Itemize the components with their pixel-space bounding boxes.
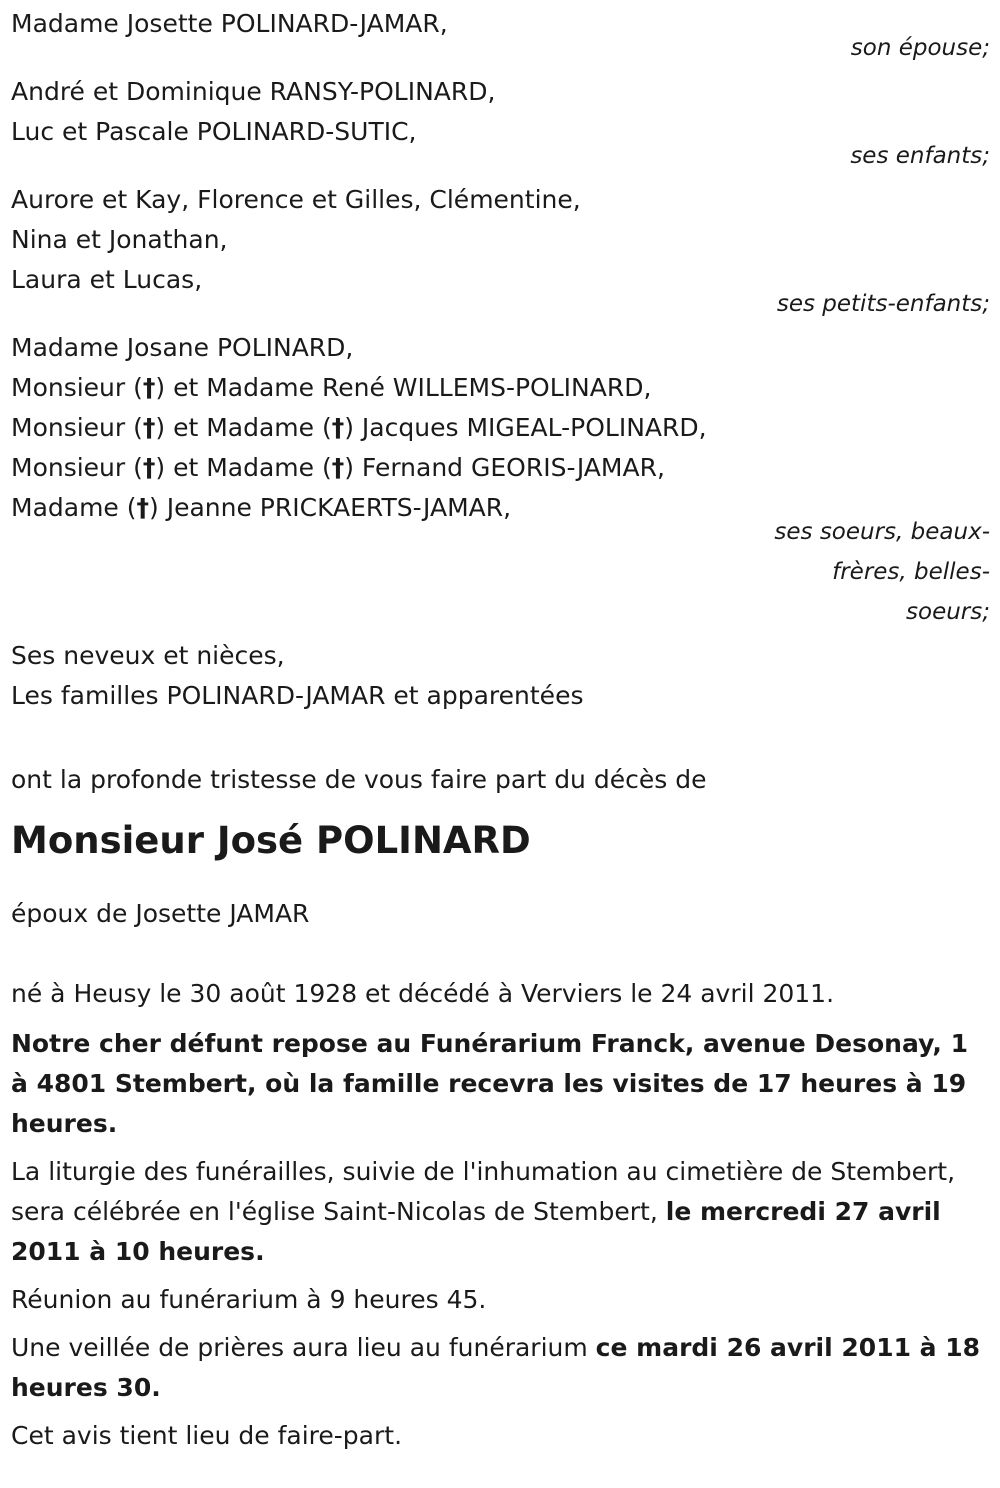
sibling-name: Monsieur (†) et Madame René WILLEMS-POLINARD,: [11, 373, 652, 402]
notice-footer: Cet avis tient lieu de faire-part.: [11, 1421, 403, 1450]
sibling-name: Monsieur (†) et Madame (†) Fernand GEORIS-JAMAR,: [11, 453, 665, 482]
deceased-cross-icon: †: [331, 453, 345, 482]
announcement: ont la profonde tristesse de vous faire part du décès de: [11, 765, 707, 794]
sibling-name: Monsieur (†) et Madame (†) Jacques MIGEAL-POLINARD,: [11, 413, 707, 442]
spouse-group: [11, 4, 990, 68]
grandchildren-group: [11, 180, 990, 324]
spouse-role: son épouse;: [850, 35, 990, 61]
spouse-name: Madame Josette POLINARD-JAMAR,: [11, 9, 448, 38]
spouse-of: époux de Josette JAMAR: [11, 899, 310, 928]
deceased-cross-icon: †: [142, 413, 156, 442]
grandchildren-role: ses petits-enfants;: [776, 291, 990, 317]
meeting-info: Réunion au funérarium à 9 heures 45.: [11, 1285, 487, 1314]
siblings-role: ses soeurs, beaux-: [774, 519, 990, 545]
deceased-name: Monsieur José POLINARD: [11, 819, 531, 862]
children-role: ses enfants;: [850, 143, 990, 169]
sibling-name: Madame Josane POLINARD,: [11, 333, 354, 362]
deceased-cross-icon: †: [331, 413, 345, 442]
grandchild-names: Nina et Jonathan,: [11, 225, 228, 254]
siblings-role: frères, belles-: [832, 559, 990, 585]
child-name: André et Dominique RANSY-POLINARD,: [11, 77, 496, 106]
funeral-home-info: Notre cher défunt repose au Funérarium Franck, avenue Desonay, 1 à 4801 Stembert, où la famille recevra les visites de 17 heures à 19 heures.: [11, 1029, 969, 1138]
birth-death: né à Heusy le 30 août 1928 et décédé à Verviers le 24 avril 2011.: [11, 979, 835, 1008]
children-group: [11, 72, 990, 176]
grandchild-names: Laura et Lucas,: [11, 265, 203, 294]
vigil-info: Une veillée de prières aura lieu au funérarium ce mardi 26 avril 2011 à 18 heures 30.: [11, 1333, 981, 1402]
siblings-group: [11, 328, 990, 632]
child-name: Luc et Pascale POLINARD-SUTIC,: [11, 117, 417, 146]
deceased-cross-icon: †: [136, 493, 150, 522]
siblings-role: soeurs;: [906, 599, 990, 625]
liturgy-info: La liturgie des funérailles, suivie de l'inhumation au cimetière de Stembert, sera célébrée en l'église Saint-Nicolas de Stembert, le mercredi 27 avril 2011 à 10 heures.: [11, 1157, 956, 1266]
grandchild-names: Aurore et Kay, Florence et Gilles, Clémentine,: [11, 185, 581, 214]
deceased-cross-icon: †: [142, 453, 156, 482]
deceased-cross-icon: †: [142, 373, 156, 402]
sibling-name: Madame (†) Jeanne PRICKAERTS-JAMAR,: [11, 493, 512, 522]
others-group: [11, 636, 990, 716]
families-line: Les familles POLINARD-JAMAR et apparentées: [11, 681, 584, 710]
nephews-line: Ses neveux et nièces,: [11, 641, 285, 670]
